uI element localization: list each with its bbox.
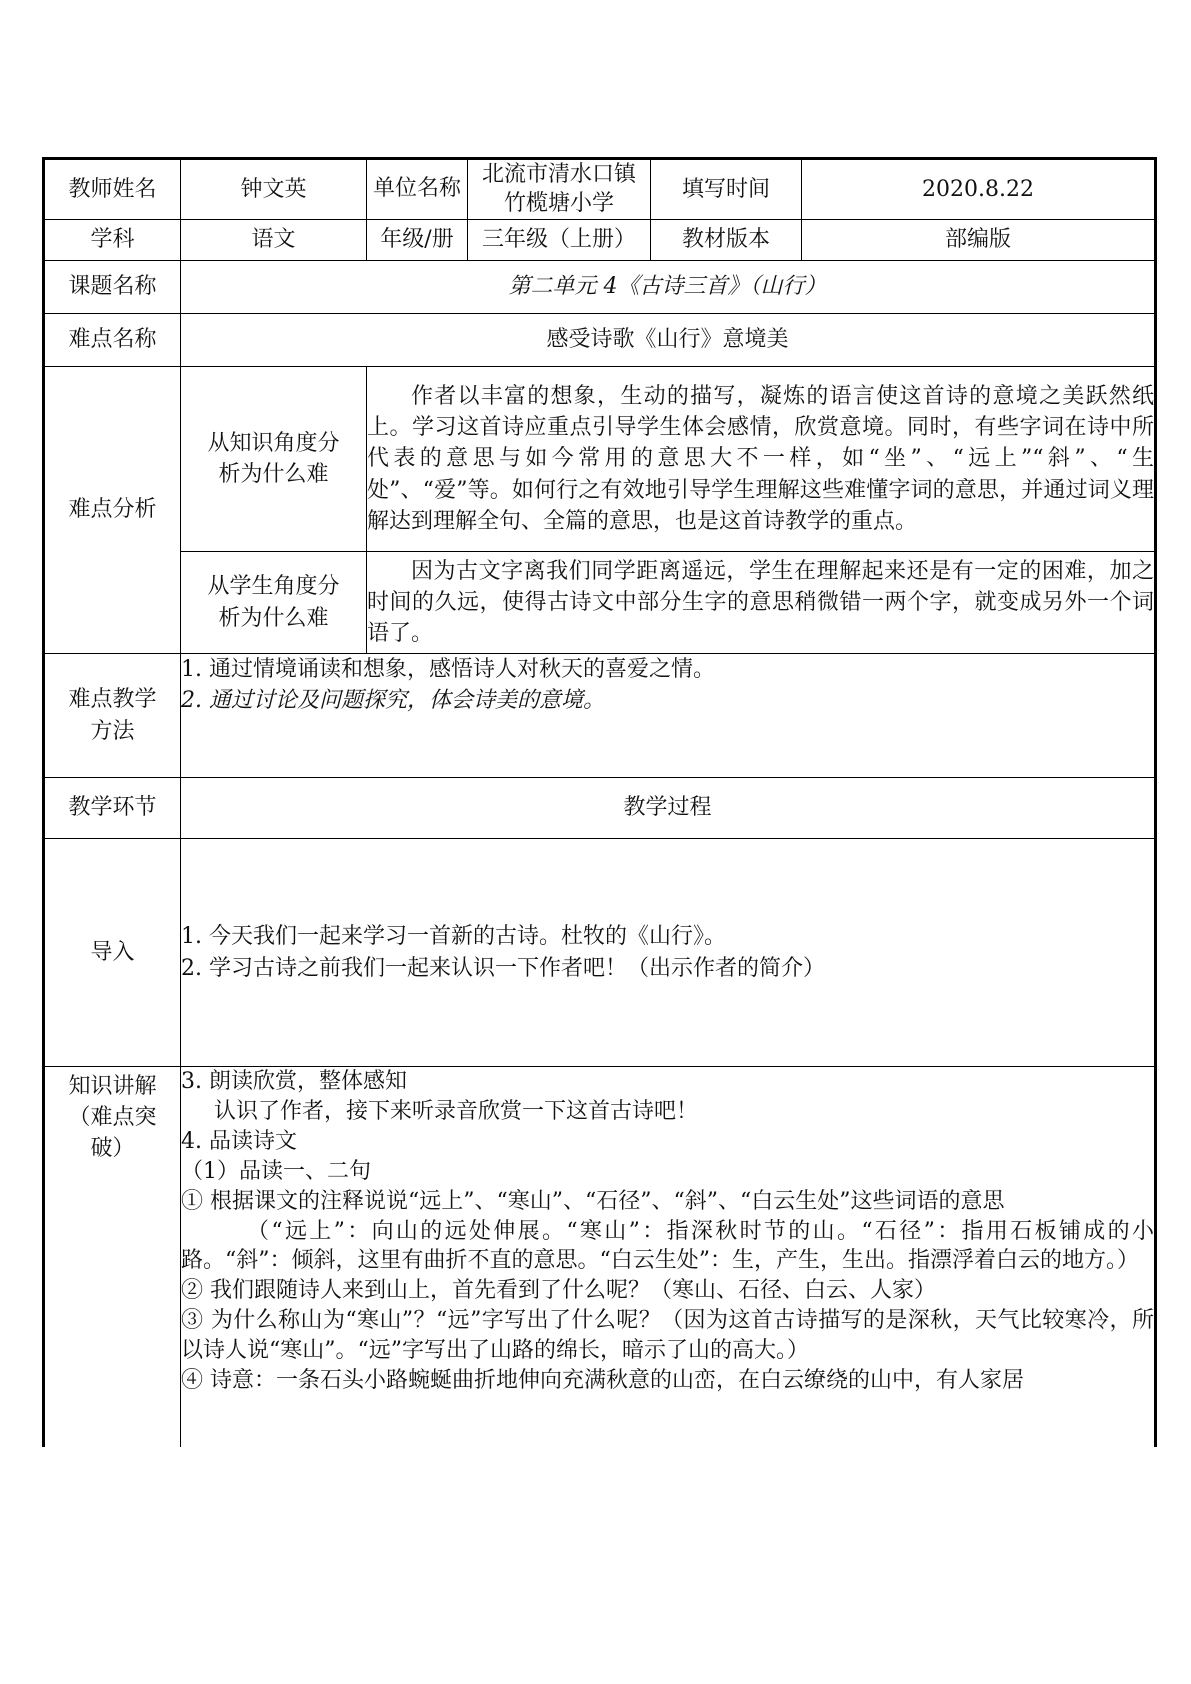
teacher-value: 钟文英 — [181, 159, 367, 220]
intro-item: 2. 学习古诗之前我们一起来认识一下作者吧！（出示作者的简介） — [181, 955, 825, 981]
topic-row — [44, 261, 1156, 314]
knowledge-line: 3. 朗读欣赏，整体感知 — [181, 1069, 407, 1094]
knowledge-content — [181, 1067, 1156, 1447]
analysis-label: 难点分析 — [44, 367, 181, 654]
date-label: 填写时间 — [651, 159, 802, 220]
process-header-row — [44, 778, 1156, 839]
analysis-knowledge-row — [44, 367, 1156, 552]
knowledge-line: 认识了作者，接下来听录音欣赏一下这首古诗吧！ — [214, 1098, 699, 1124]
difficulty-label: 难点名称 — [44, 314, 181, 367]
knowledge-angle-label: 从知识角度分析为什么难 — [181, 367, 367, 552]
knowledge-line: 4. 品读诗文 — [181, 1128, 297, 1154]
lesson-plan-table — [42, 157, 1157, 1447]
method-row — [44, 654, 1156, 778]
intro-list — [181, 839, 1156, 1067]
method-item: 2. 通过讨论及问题探究，体会诗美的意境。 — [181, 688, 605, 714]
method-list — [181, 654, 1156, 778]
intro-item: 1. 今天我们一起来学习一首新的古诗。杜牧的《山行》。 — [181, 924, 726, 950]
knowledge-line: （1）品读一、二句 — [181, 1158, 371, 1184]
knowledge-line: ④ 诗意：一条石头小路蜿蜒曲折地伸向充满秋意的山峦，在白云缭绕的山中，有人家居 — [181, 1368, 1024, 1394]
knowledge-angle-text: 作者以丰富的想象，生动的描写，凝炼的语言使这首诗的意境之美跃然纸上。学习这首诗应重点引导学生体会感情，欣赏意境。同时，有些字词在诗中所代表的意思与如今常用的意思大不一样，如“坐”、“远上”“斜”、“生处”、“爱”等。如何行之有效地引导学生理解这些难懂字词的意思，并通过词义理解达到理解全句、全篇的意思，也是这首诗教学的重点。 — [367, 367, 1156, 552]
header-row-2 — [44, 220, 1156, 261]
knowledge-line: ② 我们跟随诗人来到山上，首先看到了什么呢？（寒山、石径、白云、人家） — [181, 1278, 936, 1304]
difficulty-value: 感受诗歌《山行》意境美 — [181, 314, 1156, 367]
topic-label: 课题名称 — [44, 261, 181, 314]
grade-value: 三年级（上册） — [468, 220, 651, 261]
knowledge-line: （“远上”：向山的远处伸展。“寒山”：指深秋时节的山。“石径”：指用石板铺成的小路。“斜”：倾斜，这里有曲折不直的意思。“白云生处”：生，产生，生出。指漂浮着白云的地方。） — [181, 1218, 1154, 1274]
student-angle-text: 因为古文字离我们同学距离遥远，学生在理解起来还是有一定的困难，加之时间的久远，使得古诗文中部分生字的意思稍微错一两个字，就变成另外一个词语了。 — [367, 552, 1156, 654]
teacher-label: 教师姓名 — [44, 159, 181, 220]
method-item: 1. 通过情境诵读和想象，感悟诗人对秋天的喜爱之情。 — [181, 657, 715, 682]
knowledge-label: 知识讲解（难点突破） — [44, 1067, 181, 1447]
difficulty-row — [44, 314, 1156, 367]
process-label: 教学过程 — [181, 778, 1156, 839]
knowledge-row — [44, 1067, 1156, 1447]
subject-value: 语文 — [181, 220, 367, 261]
intro-row — [44, 839, 1156, 1067]
grade-label: 年级/册 — [367, 220, 468, 261]
subject-label: 学科 — [44, 220, 181, 261]
topic-value: 第二单元 4《古诗三首》（山行） — [181, 261, 1156, 314]
unit-label: 单位名称 — [367, 159, 468, 220]
process-stage-label: 教学环节 — [44, 778, 181, 839]
analysis-student-row — [44, 552, 1156, 654]
unit-value: 北流市清水口镇竹榄塘小学 — [468, 159, 651, 220]
method-label: 难点教学方法 — [44, 654, 181, 778]
knowledge-line: ③ 为什么称山为“寒山”？“远”字写出了什么呢？（因为这首古诗描写的是深秋，天气比较寒冷，所以诗人说“寒山”。“远”字写出了山路的绵长，暗示了山的高大。） — [181, 1308, 1154, 1364]
student-angle-label: 从学生角度分析为什么难 — [181, 552, 367, 654]
intro-label: 导入 — [44, 839, 181, 1067]
knowledge-line: ① 根据课文的注释说说“远上”、“寒山”、“石径”、“斜”、“白云生处”这些词语的意思 — [181, 1188, 1005, 1214]
edition-value: 部编版 — [802, 220, 1156, 261]
header-row-1 — [44, 159, 1156, 220]
edition-label: 教材版本 — [651, 220, 802, 261]
date-value: 2020.8.22 — [802, 159, 1156, 220]
